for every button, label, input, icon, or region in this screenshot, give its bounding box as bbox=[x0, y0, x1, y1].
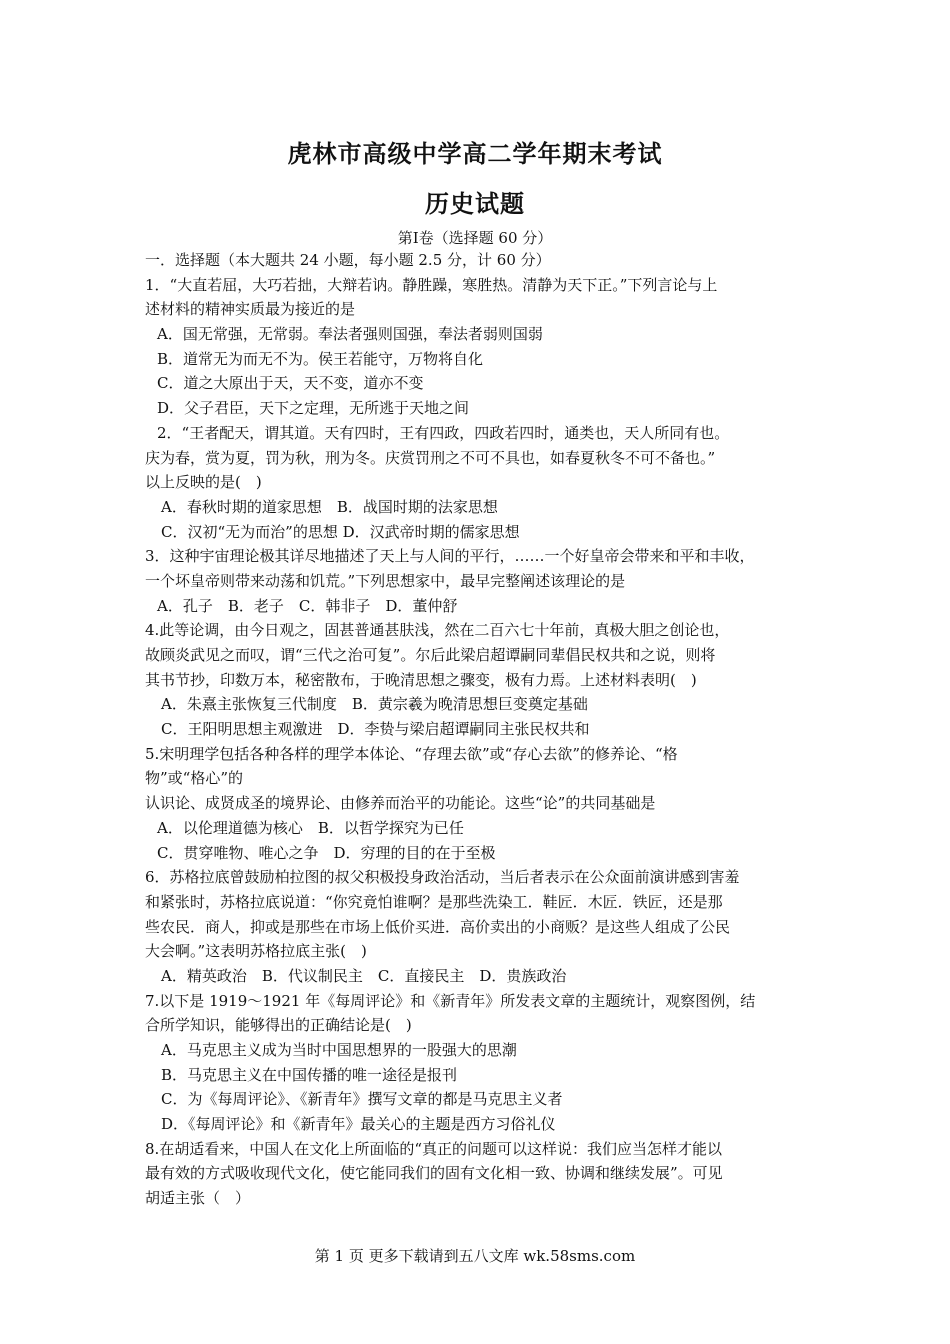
question-6-text: 些农民．商人，抑或是那些在市场上低价买进．高价卖出的小商贩？是这些人组成了公民 bbox=[145, 917, 731, 936]
question-2-options-ab: A．春秋时期的道家思想 B．战国时期的法家思想 bbox=[161, 497, 498, 516]
question-3-text: 一个坏皇帝则带来动荡和饥荒。”下列思想家中，最早完整阐述该理论的是 bbox=[145, 571, 626, 590]
question-4-text: 4.此等论调，由今日观之，固甚普通甚肤浅，然在二百六七十年前，真极大胆之创论也， bbox=[145, 621, 730, 640]
question-3-options: A．孔子 B．老子 C．韩非子 D．董仲舒 bbox=[157, 596, 458, 615]
exam-subtitle: 历史试题 bbox=[425, 190, 525, 218]
instructions-line: 一．选择题（本大题共 24 小题，每小题 2.5 分，计 60 分） bbox=[145, 251, 551, 269]
question-7-option-d: D．《每周评论》和《新青年》最关心的主题是西方习俗礼仪 bbox=[161, 1115, 556, 1134]
question-1-text: 1．“大直若屈，大巧若拙，大辩若讷。静胜躁，寒胜热。清静为天下正。”下列言论与上 bbox=[145, 275, 718, 294]
question-7-text: 7.以下是 1919～1921 年《每周评论》和《新青年》所发表文章的主题统计，观察图例，结 bbox=[145, 991, 756, 1010]
question-body bbox=[145, 248, 810, 1211]
exam-title: 虎林市高级中学高二学年期末考试 bbox=[287, 140, 663, 168]
question-2-text: 2．“王者配天，谓其道。天有四时，王有四政，四政若四时，通类也，天人所同有也。 bbox=[157, 423, 730, 442]
question-5-text: 认识论、成贤成圣的境界论、由修养而治平的功能论。这些“论”的共同基础是 bbox=[145, 794, 656, 813]
question-7-option-a: A．马克思主义成为当时中国思想界的一股强大的思潮 bbox=[161, 1041, 517, 1059]
question-1-option-b: B．道常无为而无不为。侯王若能守，万物将自化 bbox=[157, 349, 484, 368]
question-5-options-ab: A．以伦理道德为核心 B．以哲学探究为已任 bbox=[157, 818, 464, 837]
page-footer: 第 1 页 更多下载请到五八文库 wk.58sms.com bbox=[314, 1247, 636, 1265]
question-1-option-d: D．父子君臣，天下之定理，无所逃于天地之间 bbox=[157, 399, 470, 418]
question-8-text: 8.在胡适看来，中国人在文化上所面临的“真正的问题可以这样说：我们应当怎样才能以 bbox=[145, 1139, 722, 1158]
question-1-option-c: C．道之大原出于天，天不变，道亦不变 bbox=[157, 374, 424, 393]
question-8-text: 胡适主张（ ） bbox=[145, 1189, 251, 1208]
question-4-options-ab: A．朱熹主张恢复三代制度 B．黄宗羲为晚清思想巨变奠定基础 bbox=[161, 695, 588, 714]
question-2-text: 以上反映的是( ) bbox=[145, 473, 262, 492]
question-1-text: 述材料的精神实质最为接近的是 bbox=[145, 300, 356, 319]
question-5-options-cd: C．贯穿唯物、唯心之争 D．穷理的目的在于至极 bbox=[157, 843, 496, 862]
question-4-text: 故顾炎武见之而叹，谓“三代之治可复”。尔后此梁启超谭嗣同辈倡民权共和之说，则将 bbox=[145, 646, 716, 664]
question-2-text: 庆为春，赏为夏，罚为秋，刑为冬。庆赏罚刑之不可不具也，如春夏秋冬不可不备也。” bbox=[145, 448, 716, 467]
question-6-text: 和紧张时，苏格拉底说道：“你究竟怕谁啊？是那些洗染工．鞋匠．木匠．铁匠，还是那 bbox=[145, 892, 723, 911]
question-3-text: 3．这种宇宙理论极其详尽地描述了天上与人间的平行，……一个好皇帝会带来和平和丰收， bbox=[145, 547, 755, 566]
question-6-text: 6．苏格拉底曾鼓励柏拉图的叔父积极投身政治活动，当后者表示在公众面前演讲感到害羞 bbox=[145, 868, 740, 887]
question-4-text: 其书节抄，印数万本，秘密散布，于晚清思想之骤变，极有力焉。上述材料表明( ) bbox=[145, 670, 697, 689]
question-7-option-b: B．马克思主义在中国传播的唯一途径是报刊 bbox=[161, 1065, 458, 1084]
question-7-text: 合所学知识，能够得出的正确结论是( ) bbox=[145, 1016, 412, 1035]
question-1-option-a: A．国无常强，无常弱。奉法者强则国强，奉法者弱则国弱 bbox=[157, 325, 543, 344]
question-6-text: 大会啊。”这表明苏格拉底主张( ) bbox=[145, 942, 367, 961]
question-2-options-cd: C．汉初“无为而治”的思想 D．汉武帝时期的儒家思想 bbox=[161, 522, 520, 541]
section-heading: 第Ⅰ卷（选择题 60 分） bbox=[397, 229, 553, 247]
question-5-text: 5.宋明理学包括各种各样的理学本体论、“存理去欲”或“存心去欲”的修养论、“格 bbox=[145, 744, 678, 763]
question-7-option-c: C．为《每周评论》、《新青年》撰写文章的都是马克思主义者 bbox=[161, 1090, 563, 1109]
question-8-text: 最有效的方式吸收现代文化，使它能同我们的固有文化相一致、协调和继续发展”。可见 bbox=[145, 1164, 723, 1183]
question-4-options-cd: C．王阳明思想主观激进 D．李贽与梁启超谭嗣同主张民权共和 bbox=[161, 720, 590, 739]
question-6-options: A．精英政治 B．代议制民主 C．直接民主 D．贵族政治 bbox=[161, 966, 567, 985]
question-5-text: 物”或“格心”的 bbox=[145, 769, 244, 788]
